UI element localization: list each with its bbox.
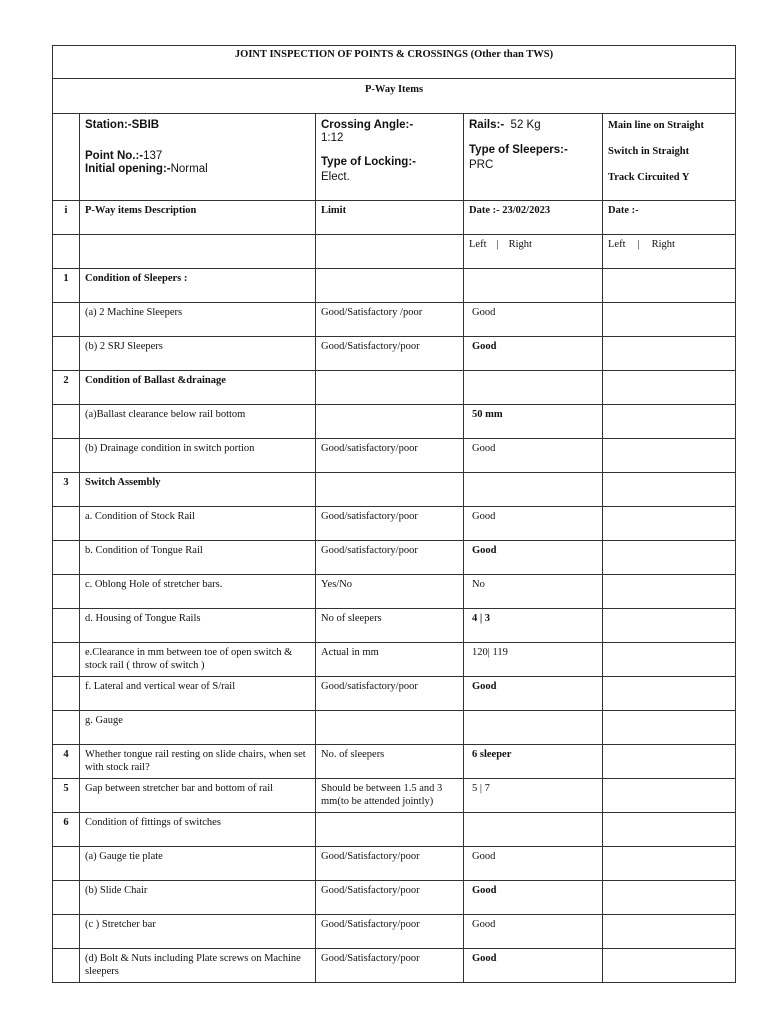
rails-value: 52 Kg [510, 119, 541, 131]
opening-line [85, 163, 310, 176]
row-value-date-2 [603, 303, 736, 337]
header-index: i [53, 201, 80, 235]
row-description: Condition of Ballast &drainage [80, 371, 316, 405]
row-value-date-1: Good [464, 677, 603, 711]
switch-line-text: Switch in Straight [608, 146, 690, 157]
row-value-date-2 [603, 847, 736, 881]
row-description: Gap between stretcher bar and bottom of rail [80, 779, 316, 813]
table-row [53, 881, 736, 915]
row-value-date-2 [603, 337, 736, 371]
row-number: 4 [53, 745, 80, 779]
row-number [53, 507, 80, 541]
header-date-1: Date :- 23/02/2023 [464, 201, 603, 235]
station-line [85, 119, 310, 132]
row-value-date-1: 50 mm [464, 405, 603, 439]
inspection-form [52, 45, 735, 983]
lr-empty-desc [80, 235, 316, 269]
right-label: Right [508, 239, 532, 250]
row-value-date-2 [603, 745, 736, 779]
row-number [53, 949, 80, 983]
row-description: (c ) Stretcher bar [80, 915, 316, 949]
row-limit: Should be between 1.5 and 3 mm(to be attended jointly) [316, 779, 464, 813]
row-value-date-2 [603, 813, 736, 847]
row-value-date-2 [603, 541, 736, 575]
row-value-date-2 [603, 949, 736, 983]
point-value: 137 [143, 150, 163, 162]
row-description: g. Gauge [80, 711, 316, 745]
row-value-date-1: Good [464, 949, 603, 983]
row-number: 6 [53, 813, 80, 847]
row-value-date-1: Good [464, 915, 603, 949]
row-number [53, 677, 80, 711]
info-index-cell [53, 114, 80, 201]
row-number [53, 303, 80, 337]
row-value-date-2 [603, 405, 736, 439]
row-value-date-2 [603, 915, 736, 949]
subtitle-row [53, 79, 736, 114]
row-description: Condition of Sleepers : [80, 269, 316, 303]
header-row [53, 201, 736, 235]
locking-label: Type of Locking:- [321, 156, 416, 168]
table-row [53, 405, 736, 439]
row-value-date-1 [464, 473, 603, 507]
table-row [53, 371, 736, 405]
title-row [53, 46, 736, 79]
row-number [53, 337, 80, 371]
row-value-date-1: 120| 119 [464, 643, 603, 677]
locking-value: Elect. [321, 171, 350, 183]
table-row [53, 711, 736, 745]
opening-label: Initial opening:- [85, 163, 171, 175]
row-value-date-1: Good [464, 439, 603, 473]
row-value-date-2 [603, 881, 736, 915]
row-description: (d) Bolt & Nuts including Plate screws on Machine sleepers [80, 949, 316, 983]
table-row [53, 813, 736, 847]
row-number [53, 881, 80, 915]
row-value-date-2 [603, 473, 736, 507]
table-row [53, 303, 736, 337]
point-line [85, 150, 310, 163]
row-description: (b) Slide Chair [80, 881, 316, 915]
row-limit [316, 371, 464, 405]
table-row [53, 677, 736, 711]
lr-empty-index [53, 235, 80, 269]
row-description: f. Lateral and vertical wear of S/rail [80, 677, 316, 711]
row-description: Condition of fittings of switches [80, 813, 316, 847]
table-row [53, 779, 736, 813]
row-value-date-2 [603, 711, 736, 745]
row-number: 1 [53, 269, 80, 303]
row-limit [316, 405, 464, 439]
table-row [53, 575, 736, 609]
row-number [53, 405, 80, 439]
row-limit: Good/Satisfactory/poor [316, 337, 464, 371]
row-number [53, 609, 80, 643]
table-row [53, 745, 736, 779]
inspection-table [52, 45, 736, 983]
row-number: 5 [53, 779, 80, 813]
row-description: Switch Assembly [80, 473, 316, 507]
row-value-date-1: Good [464, 541, 603, 575]
point-label: Point No.:- [85, 150, 144, 162]
table-row [53, 847, 736, 881]
crossing-label: Crossing Angle:- [321, 119, 414, 131]
row-value-date-2 [603, 677, 736, 711]
row-limit: Good/Satisfactory/poor [316, 949, 464, 983]
row-number [53, 439, 80, 473]
row-value-date-1: Good [464, 337, 603, 371]
sleepers-label: Type of Sleepers:- [469, 144, 568, 156]
row-description: (a)Ballast clearance below rail bottom [80, 405, 316, 439]
row-limit: Actual in mm [316, 643, 464, 677]
opening-value: Normal [170, 163, 208, 175]
row-limit: Good/satisfactory/poor [316, 439, 464, 473]
row-limit: Yes/No [316, 575, 464, 609]
row-limit: Good/Satisfactory/poor [316, 915, 464, 949]
row-limit: Good/Satisfactory/poor [316, 881, 464, 915]
section-subtitle: P-Way Items [53, 79, 736, 114]
row-description: a. Condition of Stock Rail [80, 507, 316, 541]
right-label: Right [651, 239, 675, 250]
lr-cell-2 [603, 235, 736, 269]
row-limit: Good/satisfactory/poor [316, 677, 464, 711]
row-limit [316, 473, 464, 507]
left-right-row [53, 235, 736, 269]
table-row [53, 643, 736, 677]
row-number [53, 643, 80, 677]
row-value-date-1: 6 sleeper [464, 745, 603, 779]
row-description: (a) 2 Machine Sleepers [80, 303, 316, 337]
row-value-date-1: 5 | 7 [464, 779, 603, 813]
row-number [53, 575, 80, 609]
table-row [53, 949, 736, 983]
table-row [53, 473, 736, 507]
info-row [53, 114, 736, 201]
row-limit [316, 813, 464, 847]
station-label: Station:- [85, 119, 132, 131]
main-line-text: Main line on Straight [608, 120, 704, 131]
row-number [53, 711, 80, 745]
row-value-date-1: No [464, 575, 603, 609]
table-row [53, 915, 736, 949]
sleepers-value: PRC [469, 159, 494, 171]
station-info-cell [80, 114, 316, 201]
left-label: Left [608, 239, 626, 250]
row-limit: No. of sleepers [316, 745, 464, 779]
row-value-date-2 [603, 575, 736, 609]
row-value-date-2 [603, 779, 736, 813]
row-description: d. Housing of Tongue Rails [80, 609, 316, 643]
row-description: (b) Drainage condition in switch portion [80, 439, 316, 473]
row-limit [316, 269, 464, 303]
row-value-date-1: Good [464, 507, 603, 541]
document-title: JOINT INSPECTION OF POINTS & CROSSINGS (Other than TWS) [53, 46, 736, 79]
track-circuit-text: Track Circuited Y [608, 172, 690, 183]
row-limit: Good/Satisfactory/poor [316, 847, 464, 881]
lr-empty-limit [316, 235, 464, 269]
row-description: e.Clearance in mm between toe of open switch & stock rail ( throw of switch ) [80, 643, 316, 677]
row-value-date-2 [603, 507, 736, 541]
row-number [53, 915, 80, 949]
rails-line [469, 119, 597, 132]
row-number [53, 847, 80, 881]
left-label: Left [469, 239, 487, 250]
row-value-date-2 [603, 643, 736, 677]
lr-divider: | [496, 239, 499, 250]
station-value: SBIB [131, 119, 160, 131]
row-value-date-1: Good [464, 847, 603, 881]
crossing-info-cell [316, 114, 464, 201]
row-value-date-2 [603, 371, 736, 405]
lr-divider: | [637, 239, 640, 250]
row-number [53, 541, 80, 575]
line-info-cell [603, 114, 736, 201]
header-description: P-Way items Description [80, 201, 316, 235]
row-value-date-2 [603, 269, 736, 303]
row-limit: No of sleepers [316, 609, 464, 643]
table-row [53, 269, 736, 303]
row-value-date-1: Good [464, 881, 603, 915]
table-row [53, 541, 736, 575]
row-description: c. Oblong Hole of stretcher bars. [80, 575, 316, 609]
header-date-2: Date :- [603, 201, 736, 235]
table-row [53, 439, 736, 473]
row-value-date-1 [464, 711, 603, 745]
row-description: Whether tongue rail resting on slide chairs, when set with stock rail? [80, 745, 316, 779]
row-value-date-1: 4 | 3 [464, 609, 603, 643]
row-description: (b) 2 SRJ Sleepers [80, 337, 316, 371]
crossing-value: 1:12 [321, 132, 344, 144]
table-row [53, 507, 736, 541]
row-limit: Good/satisfactory/poor [316, 507, 464, 541]
rails-label: Rails:- [469, 119, 505, 131]
row-value-date-2 [603, 439, 736, 473]
row-value-date-1 [464, 813, 603, 847]
lr-cell-1 [464, 235, 603, 269]
row-limit: Good/satisfactory/poor [316, 541, 464, 575]
row-limit [316, 711, 464, 745]
row-value-date-1 [464, 269, 603, 303]
row-limit: Good/Satisfactory /poor [316, 303, 464, 337]
row-number: 2 [53, 371, 80, 405]
table-row [53, 609, 736, 643]
row-value-date-1: Good [464, 303, 603, 337]
row-value-date-1 [464, 371, 603, 405]
header-limit: Limit [316, 201, 464, 235]
table-row [53, 337, 736, 371]
row-value-date-2 [603, 609, 736, 643]
row-number: 3 [53, 473, 80, 507]
row-description: b. Condition of Tongue Rail [80, 541, 316, 575]
row-description: (a) Gauge tie plate [80, 847, 316, 881]
rails-info-cell [464, 114, 603, 201]
